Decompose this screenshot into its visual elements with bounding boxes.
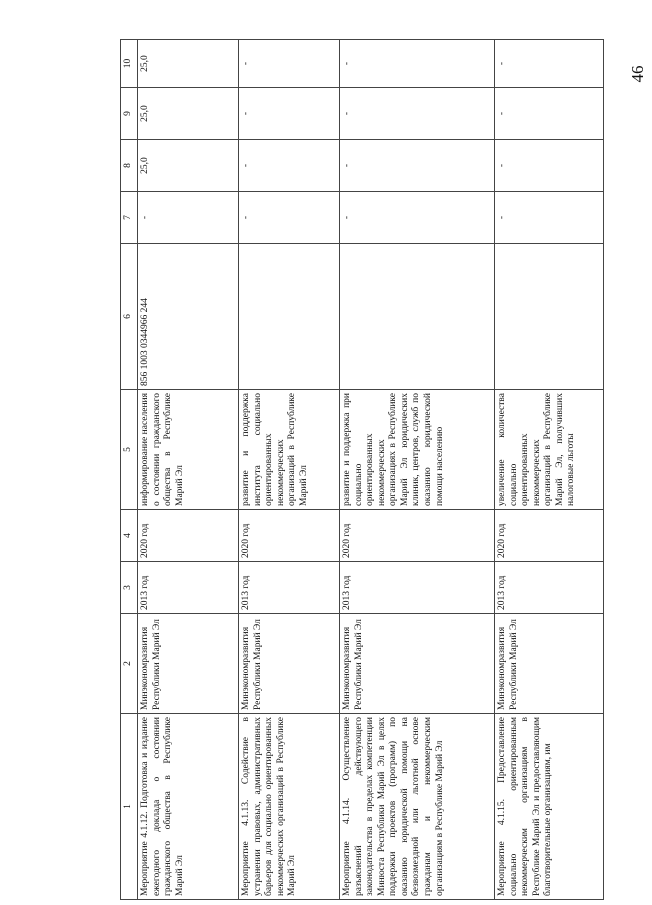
- col-header-10: 10: [121, 40, 138, 88]
- value-cell-7: -: [340, 192, 495, 244]
- col-header-2: 2: [121, 614, 138, 714]
- value-cell-9: -: [239, 88, 340, 140]
- page-number: 46: [628, 65, 647, 83]
- budget-code-cell: 856 1003 0344966 244: [138, 244, 239, 390]
- result-cell: развитие и поддержка института социально ориентированных некоммерческих организаций в Республике Марий Эл: [239, 390, 340, 510]
- col-header-5: 5: [121, 390, 138, 510]
- budget-code-cell: [239, 244, 340, 390]
- table-row: [138, 40, 239, 900]
- rotated-page: [120, 40, 640, 900]
- col-header-9: 9: [121, 88, 138, 140]
- value-cell-10: -: [340, 40, 495, 88]
- column-number-row: [121, 40, 138, 900]
- measures-table: [120, 39, 604, 900]
- budget-code-cell: [340, 244, 495, 390]
- value-cell-9: -: [495, 88, 604, 140]
- executor-cell: Минэкономразвития Республики Марий Эл: [495, 614, 604, 714]
- col-header-7: 7: [121, 192, 138, 244]
- value-cell-8: -: [340, 140, 495, 192]
- col-header-8: 8: [121, 140, 138, 192]
- result-cell: развитие и поддержка при социально ориентированных некоммерческих организациях в Республике Марий Эл юридических клиник, центров, служб по оказанию юридической помощи населению: [340, 390, 495, 510]
- start-year-cell: 2013 год: [138, 562, 239, 614]
- end-year-cell: 2020 год: [340, 510, 495, 562]
- value-cell-7: -: [239, 192, 340, 244]
- end-year-cell: 2020 год: [239, 510, 340, 562]
- executor-cell: Минэкономразвития Республики Марий Эл: [239, 614, 340, 714]
- value-cell-7: -: [138, 192, 239, 244]
- col-header-3: 3: [121, 562, 138, 614]
- measure-cell: Мероприятие 4.1.14. Осуществление разъяснений действующего законодательства в пределах компетенции Минюста Республики Марий Эл в целях поддержки проектов (программ) по оказанию юридической помощи на безвозмездной или льготной основе гражданам и некоммерческим организациям в Республике Марий Эл: [340, 714, 495, 900]
- end-year-cell: 2020 год: [138, 510, 239, 562]
- value-cell-8: -: [239, 140, 340, 192]
- value-cell-8: 25,0: [138, 140, 239, 192]
- table-row: [340, 40, 495, 900]
- measure-cell: Мероприятие 4.1.12. Подготовка и издание ежегодного доклада о состоянии гражданского общества в Республике Марий Эл: [138, 714, 239, 900]
- col-header-6: 6: [121, 244, 138, 390]
- executor-cell: Минэкономразвития Республики Марий Эл: [138, 614, 239, 714]
- measure-cell: Мероприятие 4.1.15. Предоставление социально ориентированным некоммерческим организациям в Республике Марий Эл и предоставляющим благотворительные организациям, им: [495, 714, 604, 900]
- col-header-4: 4: [121, 510, 138, 562]
- result-cell: увеличение количества социально ориентированных некоммерческих организаций в Республике Марий Эл, получивших налоговые льготы: [495, 390, 604, 510]
- value-cell-8: -: [495, 140, 604, 192]
- result-cell: информирование населения о состоянии гражданского общества в Республике Марий Эл: [138, 390, 239, 510]
- budget-code-cell: [495, 244, 604, 390]
- table-row: [495, 40, 604, 900]
- end-year-cell: 2020 год: [495, 510, 604, 562]
- value-cell-10: -: [239, 40, 340, 88]
- value-cell-7: -: [495, 192, 604, 244]
- start-year-cell: 2013 год: [239, 562, 340, 614]
- start-year-cell: 2013 год: [340, 562, 495, 614]
- value-cell-9: 25,0: [138, 88, 239, 140]
- value-cell-10: -: [495, 40, 604, 88]
- executor-cell: Минэкономразвития Республики Марий Эл: [340, 614, 495, 714]
- value-cell-10: 25,0: [138, 40, 239, 88]
- measure-cell: Мероприятие 4.1.13. Содействие в устранении правовых, административных барьеров для социально ориентированных некоммерческих организаций в Республике Марий Эл: [239, 714, 340, 900]
- col-header-1: 1: [121, 714, 138, 900]
- table-row: [239, 40, 340, 900]
- value-cell-9: -: [340, 88, 495, 140]
- start-year-cell: 2013 год: [495, 562, 604, 614]
